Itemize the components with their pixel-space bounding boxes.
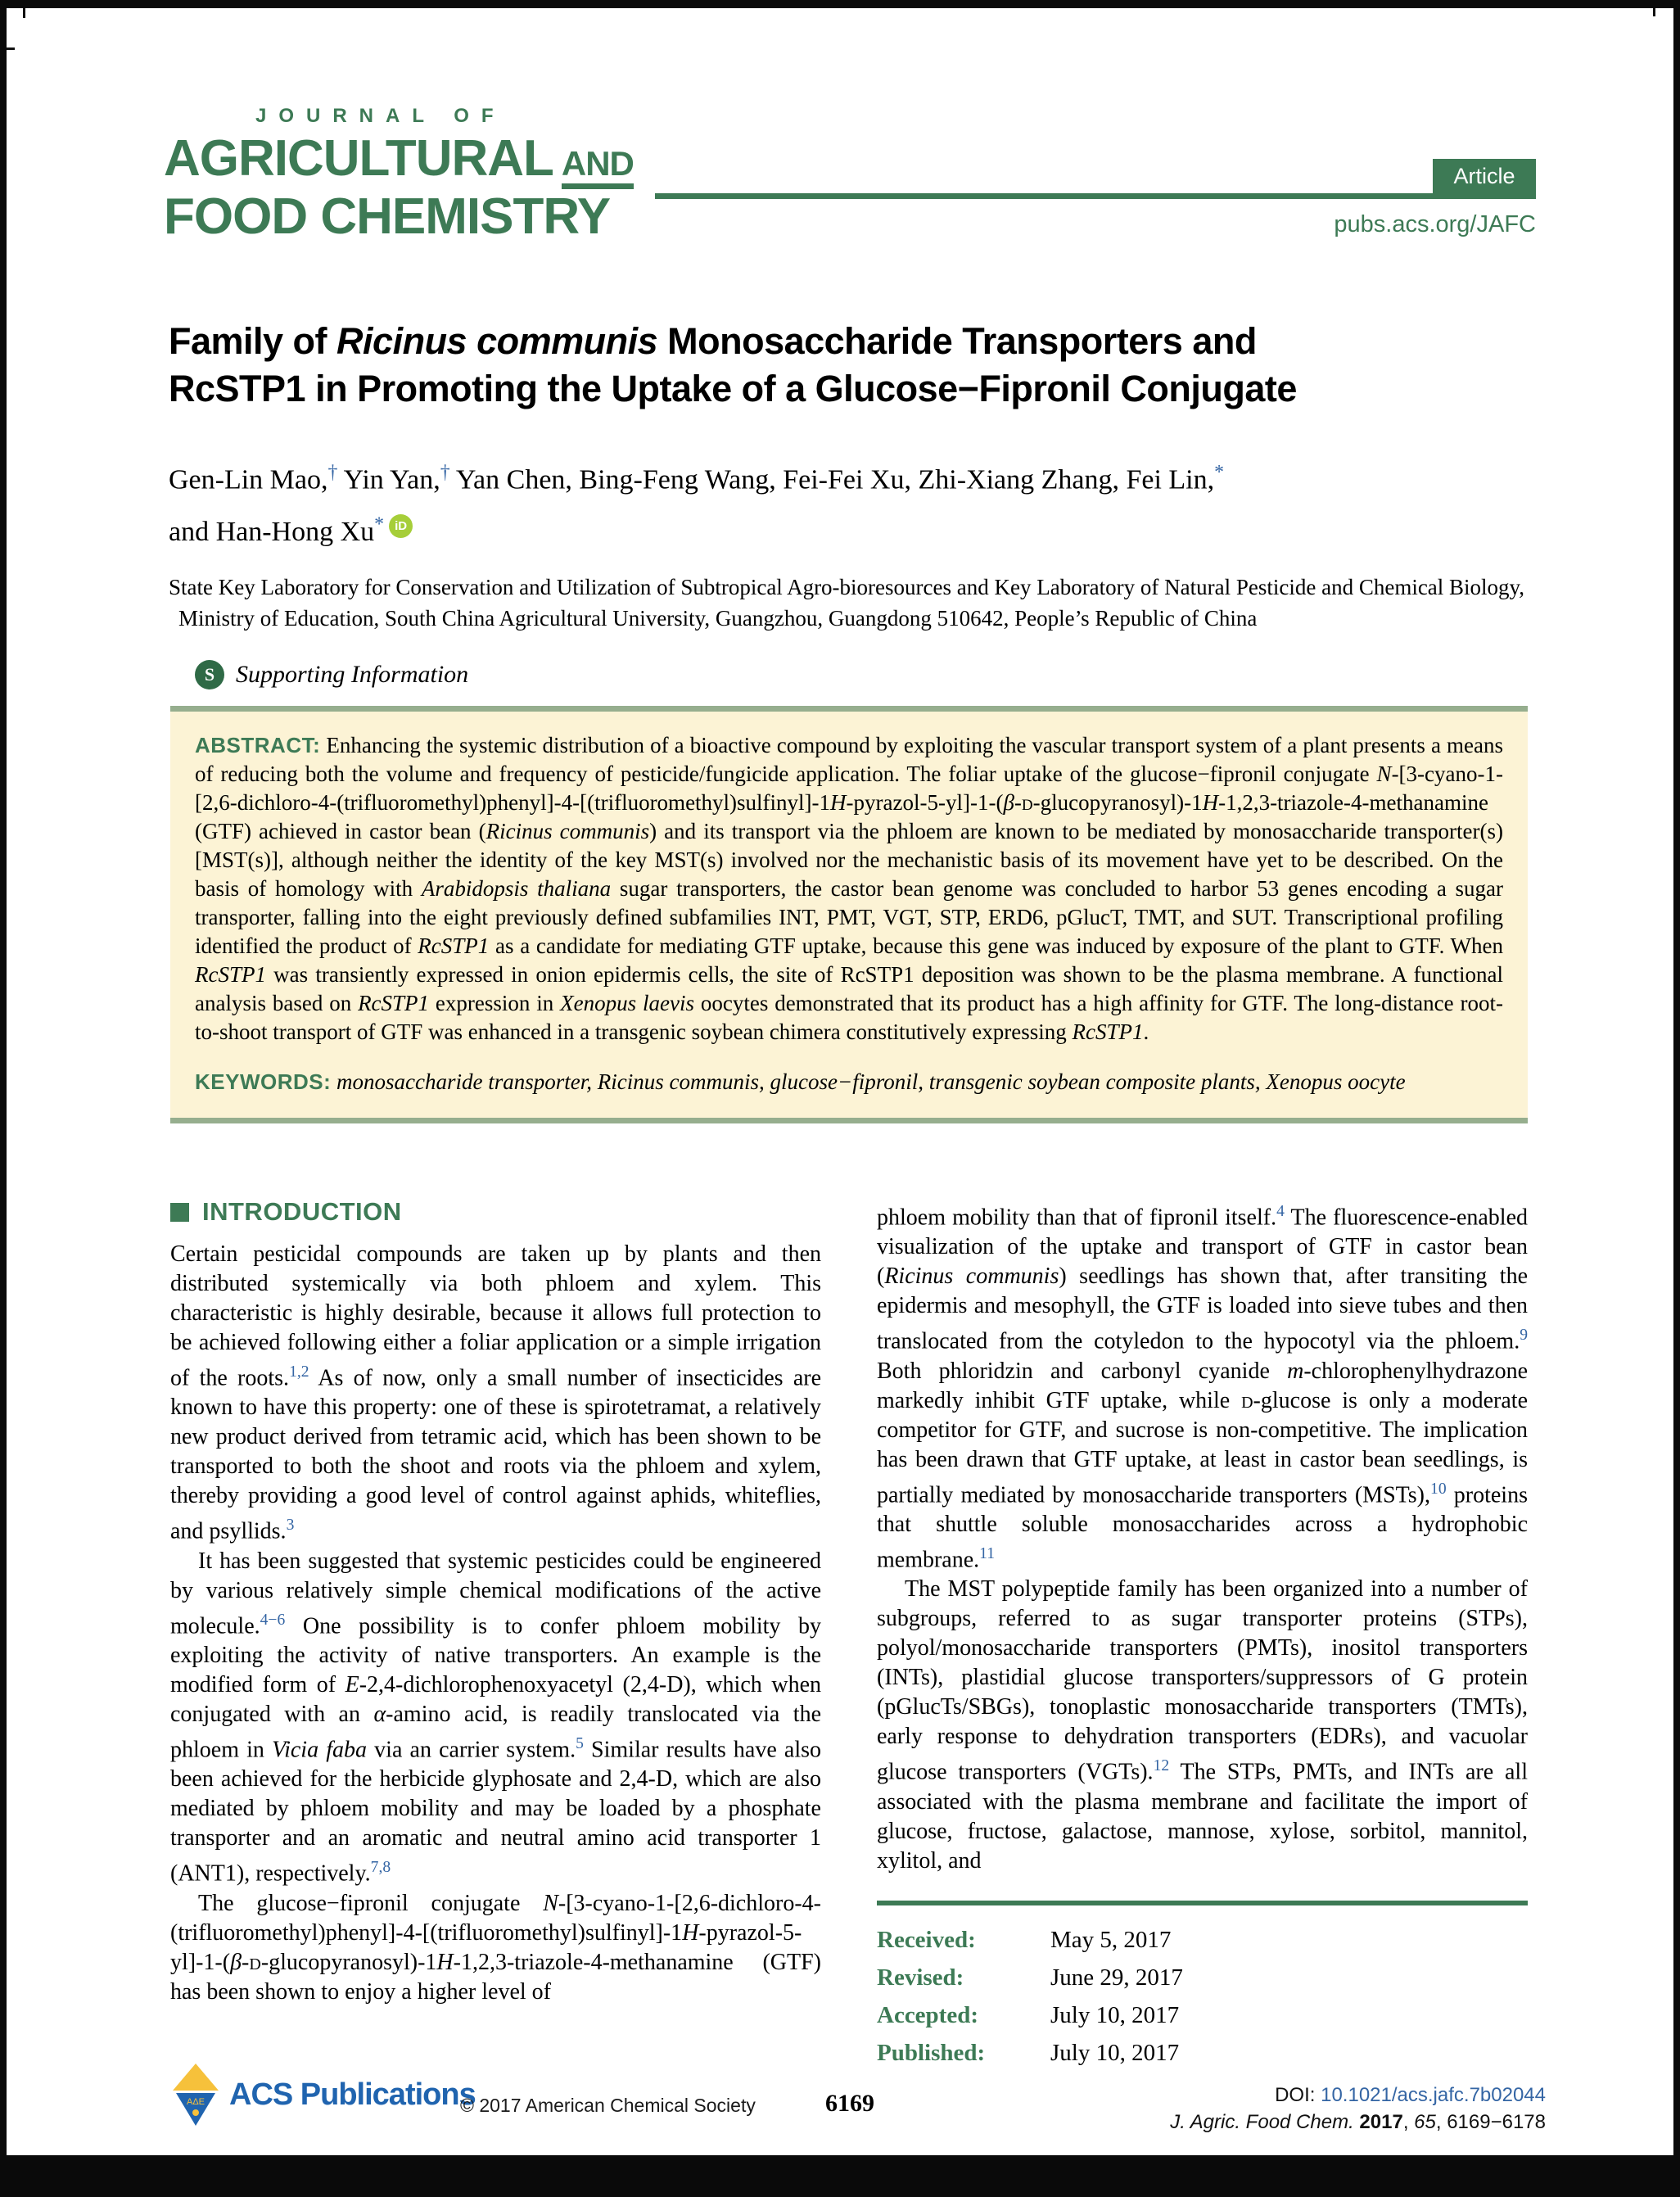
article-dates [877, 1925, 1528, 2068]
abstract-box [170, 706, 1528, 1123]
date-value: July 10, 2017 [1050, 2001, 1180, 2028]
date-value: June 29, 2017 [1050, 1964, 1183, 1991]
body-paragraph: It has been suggested that systemic pesticides could be engineered by various relatively simple chemical modifications of the active molecule.$^{4-6}$ One possibility is to confer phloem mobility by exploiting the activity of native transporters. An example is the modified form of E-2,4-dichlorophenoxyacetyl (2,4-D), which when conjugated with an α-amino acid, is readily translocated via the phloem in Vicia faba via an carrier system.$^5$ Similar results have also been achieved for the herbicide glyphosate and 2,4-D, which are also mediated by phloem mobility and may be loaded by a phosphate transporter and an aromatic and neutral amino acid transporter 1 (ANT1), respectively.$^{7,8}$ [170, 1548, 822, 1887]
header-rule [655, 193, 1536, 199]
date-label: Revised: [877, 1964, 964, 1991]
citation-line: J. Agric. Food Chem. 2017, 65, 6169−6178 [1170, 2111, 1546, 2133]
doi-line [1071, 2082, 1546, 2109]
body-columns [170, 1197, 1528, 2068]
dates-divider-rule [877, 1901, 1528, 1905]
supporting-information-link[interactable] [195, 660, 468, 689]
copyright-notice: © 2017 American Chemical Society [460, 2095, 756, 2116]
crop-mark [23, 8, 25, 18]
body-paragraph: The glucose−fipronil conjugate N-[3-cyano-1-[2,6-dichloro-4-(trifluoromethyl)phenyl]-4-[(trifluoromethyl)sulfinyl]-1H-pyrazol-5-yl]-1-(β-d-glucopyranosyl)-1H-1,2,3-triazole-4-methanamine (GTF) has been shown to enjoy a higher level of [170, 1890, 821, 2005]
article-title: Family of Ricinus communis Monosaccharide Transporters and RcSTP1 in Promoting the Uptake of a Glucose−Fipronil Conjugate [169, 320, 1297, 409]
body-paragraph: Certain pesticidal compounds are taken up by plants and then distributed systemically via both phloem and xylem. This characteristic is highly desirable, because it allows full protection to be achieved following either a foliar application or a simple irrigation of the roots.$^{1,2}$ As of now, only a small number of insecticides are known to have this property: one of these is spirotetramat, a relatively new product derived from tetramic acid, which has been shown to be transported to both the shoot and roots via the phloem and xylem, thereby providing a good level of control against aphids, whiteflies, and psyllids.$^3$ [170, 1241, 822, 1544]
introduction-heading [170, 1197, 821, 1227]
acs-publications-logo[interactable] [170, 2062, 476, 2127]
date-value: July 10, 2017 [1050, 2039, 1180, 2066]
acs-logo-icon [170, 2062, 221, 2127]
journal-name-line3: FOOD CHEMISTRY [164, 188, 611, 245]
abstract-paragraph [195, 731, 1503, 1047]
journal-name-and: AND [562, 144, 634, 189]
introduction-heading-label: INTRODUCTION [202, 1197, 402, 1226]
orcid-icon[interactable]: iD [389, 514, 413, 538]
keywords-paragraph [195, 1068, 1503, 1096]
abstract-text: Enhancing the systemic distribution of a bioactive compound by exploiting the vascular transport system of a plant presents a means of reducing both the volume and frequency of pesticide/fungicide application. The foliar uptake of the glucose−fipronil conjugate N-[3-cyano-1-[2,6-dichloro-4-(trifluoromethyl)phenyl]-4-[(trifluoromethyl)sulfinyl]-1H-pyrazol-5-yl]-1-(β-d-glucopyranosyl)-1H-1,2,3-triazole-4-methanamine (GTF) achieved in castor bean (Ricinus communis) and its transport via the phloem are known to be mediated by monosaccharide transporter(s) [MST(s)], although neither the identity of the key MST(s) involved nor the mechanistic basis of its movement have yet to be described. On the basis of homology with Arabidopsis thaliana sugar transporters, the castor bean genome was concluded to harbor 53 genes encoding a sugar transporter, falling into the eight previously defined subfamilies INT, PMT, VGT, STP, ERD6, pGlucT, TMT, and SUT. Transcriptional profiling identified the product of RcSTP1 as a candidate for mediating GTF uptake, because this gene was induced by exposure of the plant to GTF. When RcSTP1 was transiently expressed in onion epidermis cells, the site of RcSTP1 deposition was shown to be the plasma membrane. A functional analysis based on RcSTP1 expression in Xenopus laevis oocytes demonstrated that its product has a high affinity for GTF. The long-distance root-to-shoot transport of GTF was enhanced in a transgenic soybean chimera constitutively expressing RcSTP1. [195, 733, 1504, 1044]
doi-block [1071, 2082, 1546, 2136]
body-paragraph: phloem mobility than that of fipronil itself.$^4$ The fluorescence-enabled visualization of the uptake and transport of GTF in castor bean (Ricinus communis) seedlings has shown that, after transiting the epidermis and mesophyll, the GTF is loaded into sieve tubes and then translocated from the cotyledon to the hypocotyl via the phloem.$^9$ Both phloridzin and carbonyl cyanide m-chlorophenylhydrazone markedly inhibit GTF uptake, while d-glucose is only a moderate competitor for GTF, and sucrose is non-competitive. The implication has been drawn that GTF uptake, at least in castor bean seedlings, is partially mediated by monosaccharide transporters (MSTs),$^{10}$ proteins that shuttle soluble monosaccharides across a hydrophobic membrane.$^{11}$ [877, 1203, 1529, 1573]
abstract-label: ABSTRACT: [195, 733, 321, 757]
date-label: Received: [877, 1926, 976, 1953]
journal-url-link[interactable]: pubs.acs.org/JAFC [1334, 211, 1536, 237]
supporting-info-icon: S [195, 660, 224, 689]
crop-mark [1653, 8, 1655, 16]
doi-label: DOI: [1275, 2084, 1321, 2106]
article-page [7, 8, 1673, 2155]
acs-logo-text: ACS Publications [229, 2077, 476, 2112]
journal-name-line2: AGRICULTURAL AND [164, 133, 634, 190]
journal-masthead [164, 105, 634, 244]
right-column [877, 1197, 1528, 2068]
affiliation: State Key Laboratory for Conservation and Utilization of Subtropical Agro-bioresources and Key Laboratory of Natural Pesticide and Chemical Biology, Ministry of Education, South China Agricultural University, Guangzhou, Guangdong 510642, People’s Republic of China [169, 575, 1525, 631]
article-type-badge: Article [1433, 159, 1536, 193]
date-value: May 5, 2017 [1050, 1926, 1172, 1953]
body-paragraph: The MST polypeptide family has been organized into a number of subgroups, referred to as sugar transporter proteins (STPs), polyol/monosaccharide transporters (PMTs), inositol transporters (INTs), plastidial glucose transporters/suppressors of G protein (pGlucTs/SBGs), tonoplastic monosaccharide transporters (TMTs), early response to dehydration transporters (EDRs), and vacuolar glucose transporters (VGTs).$^{12}$ The STPs, PMTs, and INTs are all associated with the plasma membrane and facilitate the import of glucose, fructose, galactose, mannose, xylose, sorbitol, mannitol, xylitol, and [877, 1576, 1528, 1874]
left-column [170, 1197, 821, 2068]
date-label: Published: [877, 2039, 986, 2066]
doi-link[interactable]: 10.1021/acs.jafc.7b02044 [1321, 2084, 1546, 2106]
date-label: Accepted: [877, 2001, 979, 2028]
author-line-2: and Han-Hong Xu* iD [169, 502, 1577, 554]
crop-mark [7, 47, 15, 50]
author-line-1: Gen-Lin Mao,† Yin Yan,† Yan Chen, Bing-Feng Wang, Fei-Fei Xu, Zhi-Xiang Zhang, Fei Lin,* [169, 462, 1225, 495]
keywords-text: monosaccharide transporter, Ricinus communis, glucose−fipronil, transgenic soybean composite plants, Xenopus oocyte [336, 1069, 1406, 1094]
section-square-icon [170, 1203, 189, 1222]
author-list [169, 450, 1577, 554]
keywords-label: KEYWORDS: [195, 1069, 332, 1094]
journal-name-line1: JOURNAL OF [255, 105, 506, 127]
supporting-info-label: Supporting Information [236, 661, 469, 688]
svg-text:AΔE: AΔE [186, 2097, 205, 2107]
page-number: 6169 [825, 2090, 874, 2117]
